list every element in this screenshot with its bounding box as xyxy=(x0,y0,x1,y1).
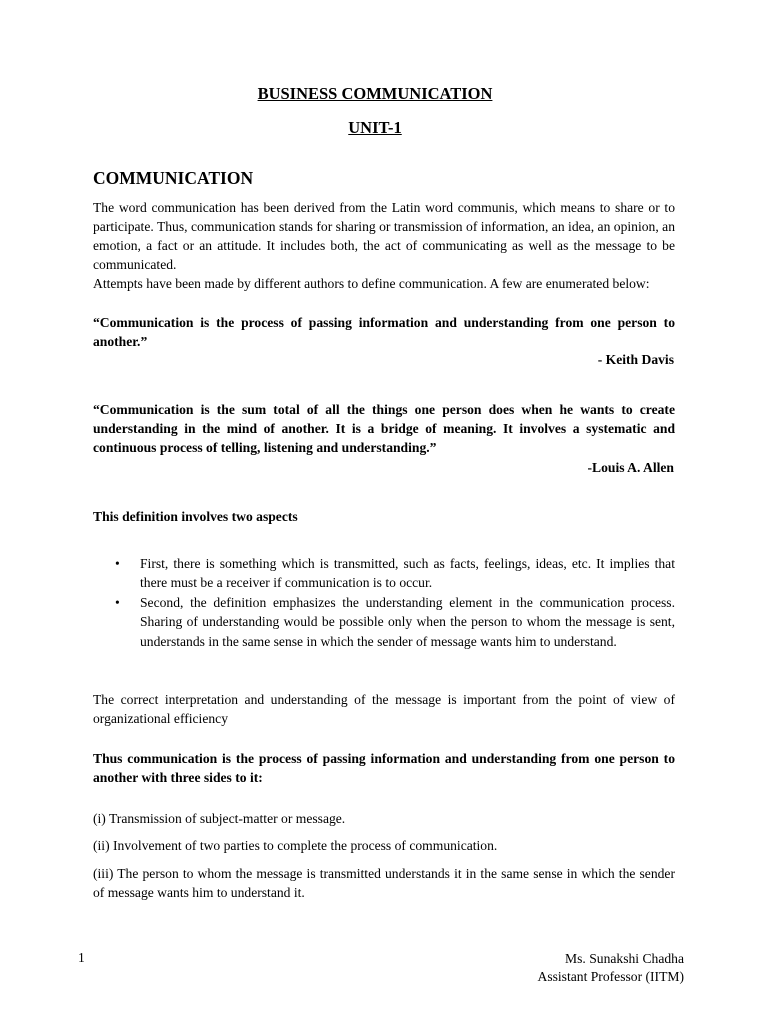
unit-title: UNIT-1 xyxy=(348,118,402,137)
footer-author xyxy=(538,950,685,986)
conclusion-paragraph: Thus communication is the process of passing information and understanding from one person to another with three sides to it: xyxy=(93,751,675,785)
list-item-text: Second, the definition emphasizes the understanding element in the communication process. Sharing of understanding would be possible only when the person to whom the message is sent, understands in the same sense in which the sender of message wants him to understand. xyxy=(140,594,675,649)
page-number: 1 xyxy=(78,950,85,965)
quote-author-louis-allen: -Louis A. Allen xyxy=(587,460,674,475)
bullet-icon: • xyxy=(115,556,120,571)
section-heading: COMMUNICATION xyxy=(93,168,254,188)
quote-keith-davis: “Communication is the process of passing information and understanding from one person to another.” xyxy=(93,315,675,349)
side-item-3: (iii) The person to whom the message is transmitted understands it in the same sense in which the sender of message wants him to understand it. xyxy=(93,866,675,900)
list-item xyxy=(115,593,675,651)
side-item-1: (i) Transmission of subject-matter or message. xyxy=(93,811,346,826)
intro-paragraph: The word communication has been derived from the Latin word communis, which means to share or to participate. Thus, communication stands for sharing or transmission of information, an idea, an opinion, an emotion, a fact or an attitude. It includes both, the act of communicating as well as the message to be communicated. xyxy=(93,200,675,272)
author-title: Assistant Professor (IITM) xyxy=(537,969,684,984)
attempts-paragraph: Attempts have been made by different authors to define communication. A few are enumerated below: xyxy=(93,276,650,291)
list-item-text: First, there is something which is transmitted, such as facts, feelings, ideas, etc. It implies that there must be a receiver if communication is to occur. xyxy=(140,556,675,591)
quote-louis-allen: “Communication is the sum total of all the things one person does when he wants to create understanding in the mind of another. It is a bridge of meaning. It involves a systematic and continuous process of telling, listening and understanding.” xyxy=(93,402,675,455)
bullet-icon: • xyxy=(115,594,120,610)
aspects-heading: This definition involves two aspects xyxy=(93,509,298,524)
aspects-list xyxy=(115,554,675,651)
quote-author-keith-davis: - Keith Davis xyxy=(597,352,674,367)
side-item-2: (ii) Involvement of two parties to complete the process of communication. xyxy=(93,838,498,853)
author-name: Ms. Sunakshi Chadha xyxy=(565,951,684,966)
list-item xyxy=(115,554,675,593)
interpretation-paragraph: The correct interpretation and understanding of the message is important from the point of view of organizational efficiency xyxy=(93,692,675,726)
document-title: BUSINESS COMMUNICATION xyxy=(257,84,493,103)
